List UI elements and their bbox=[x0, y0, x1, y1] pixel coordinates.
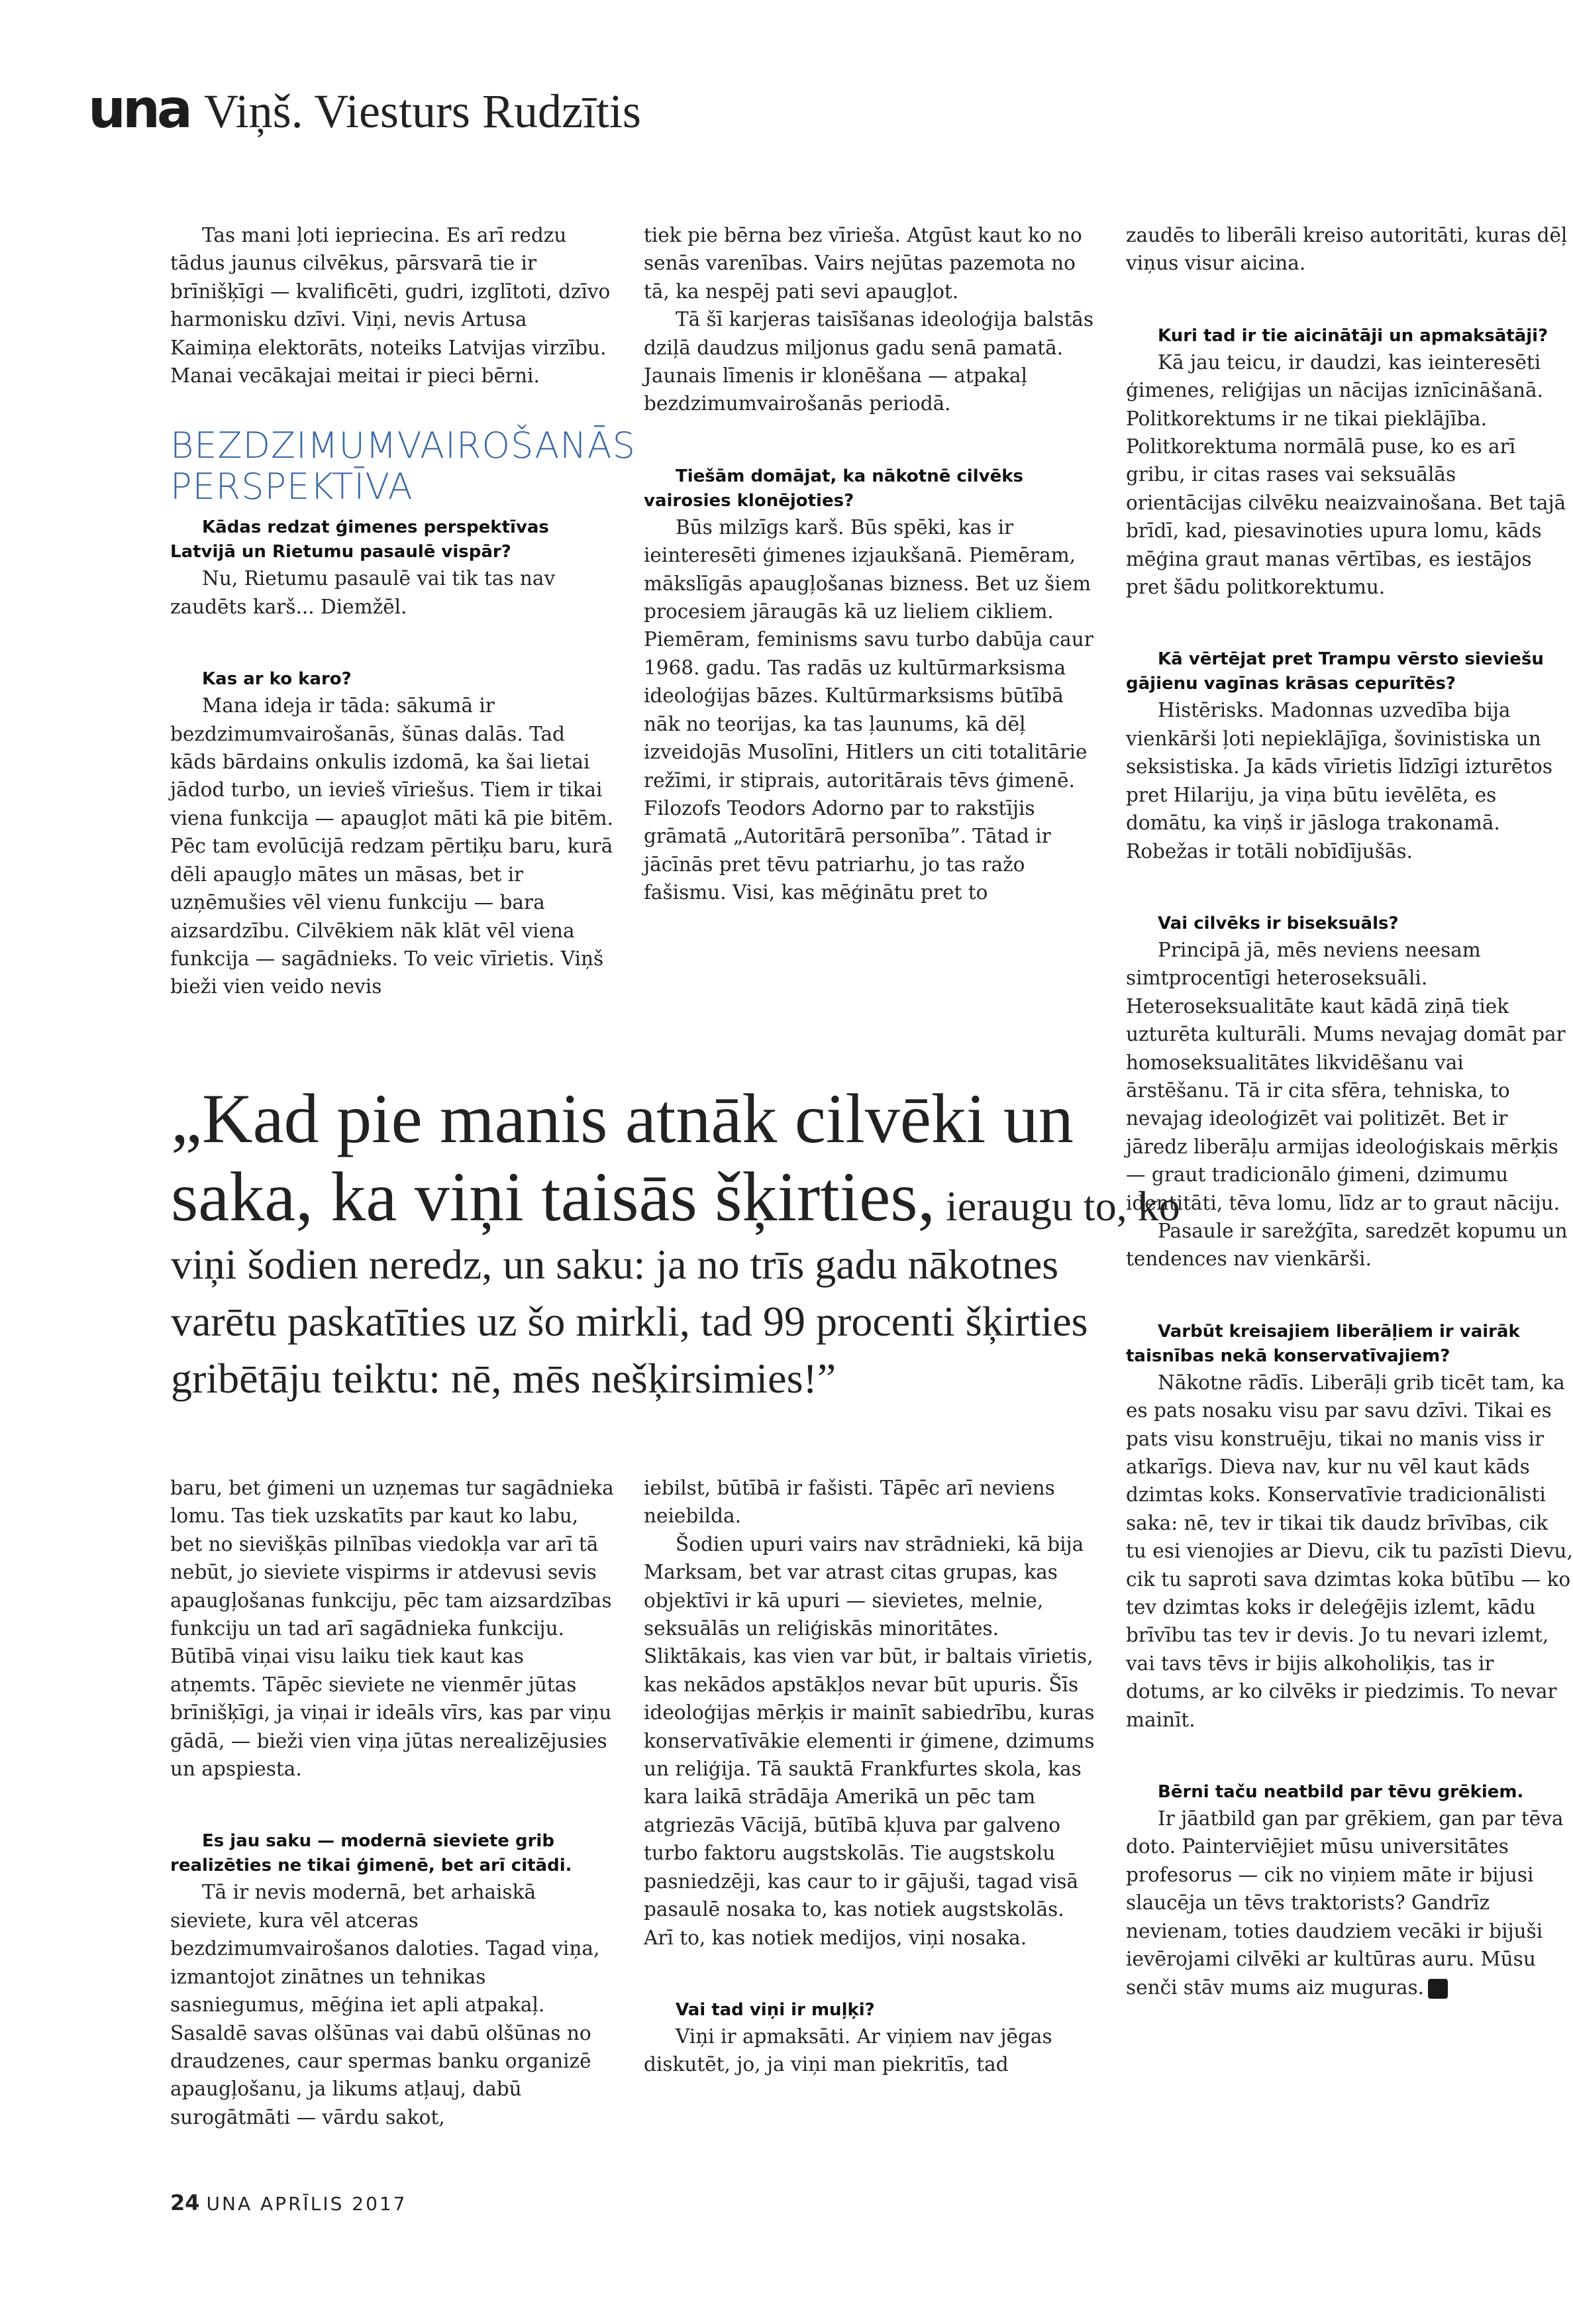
pull-quote-line bbox=[171, 1158, 1180, 1236]
column-2-bottom bbox=[644, 1474, 1097, 2079]
paragraph: Tas mani ļoti iepriecina. Es arī redzu tādus jaunus cilvēkus, pārsvarā tie ir brīnišķīgi — kvalificēti, gudri, izglītoti, dzīvo harmonisku dzīvi. Viņi, nevis Artusa Kaimiņa elektorāts, noteiks Latvijas virzību. Manai vecākajai meitai ir pieci bērni. bbox=[170, 224, 611, 388]
paragraph: tiek pie bērna bez vīrieša. Atgūst kaut ko no senās varenības. Vairs nejūtas pazemota no tā, ka nespēj pati sevi apaugļot. bbox=[644, 224, 1082, 303]
pull-quote-line: viņi šodien neredz, un saku: ja no trīs gadu nākotnes bbox=[171, 1241, 1059, 1288]
paragraph: Šodien upuri vairs nav strādnieki, kā bija Marksam, bet var atrast citas grupas, kas objektīvi ir kā upuri — sievietes, melnie, seksuālās un reliģiskās minoritātes. Sliktākais, kas vien var būt, ir baltais vīrietis, kas nekādos apstākļos nevar būt upuris. Šīs ideoloģijas mērķis ir mainīt sabiedrību, kuras konservatīvākie elementi ir ģimene, dzimums un reliģija. Tā sauktā Frankfurtes skola, kas kara laikā strādāja Amerikā un pēc tam atgriezās Vācijā, būtībā kļuva par galveno turbo faktoru augstskolās. Tie augstskolu pasniedzēji, kas caur to ir gājuši, tagad visā pasaulē nosaka to, kas notiek augstskolās. Arī to, kas notiek medijos, viņi nosaka. bbox=[644, 1532, 1095, 1949]
interview-answer: Pasaule ir sarežģīta, saredzēt kopumu un tendences nav vienkārši. bbox=[1126, 1219, 1568, 1271]
section-heading: BEZDZIMUMVAIROŠANĀS PERSPEKTĪVA bbox=[170, 425, 636, 508]
interview-question: Vai tad viņi ir muļķi? bbox=[676, 1999, 875, 2020]
pull-quote-small-text: ieraugu to, ko bbox=[935, 1183, 1180, 1230]
pull-quote-large-text: saka, ka viņi taisās šķirties, bbox=[171, 1158, 935, 1236]
interview-answer: Tā ir nevis modernā, bet arhaiskā sieviete, kura vēl atceras bezdzimumvairošanos daloties. Tagad viņa, izmantojot zinātnes un tehnikas sasniegumus, mēģina iet apli atpakaļ. Sasaldē savas olšūnas vai dabū olšūnas no draudzenes, caur spermas banku organizē apaugļošanu, ja likums atļauj, dabū surogātmāti — vārdu sakot, bbox=[170, 1881, 600, 2129]
pull-quote bbox=[171, 1080, 1180, 1407]
interview-answer: Kā jau teicu, ir daudzi, kas ieinteresēti ģimenes, reliģijas un nācijas iznīcināšanā. Politkorektums ir ne tikai pieklājība. Politkorektuma normālā puse, ko es arī gribu, ir citas rases vai seksuālās orientācijas cilvēku neaizvainošana. Bet tajā brīdī, kad, piesavinoties upura lomu, kāds mēģina graut manas vērtības, es iestājos pret šādu politkorektumu. bbox=[1126, 350, 1566, 599]
interview-question: Kas ar ko karo? bbox=[202, 669, 352, 690]
interview-answer: Nākotne rādīs. Liberāļi grib ticēt tam, ka es pats nosaku visu par savu dzīvi. Tikai es pats visu konstruēju, tikai no manis viss ir atkarīgs. Dieva nav, kur nu vēl kaut kāds dzimtas koks. Konservatīvie tradicionālisti saka: nē, tev ir tikai tik daudz brīvības, cik tu esi vienojies ar Dievu, cik tu pazīsti Dievu, cik tu saproti sava dzimtas koka būtību — ko tev dzimtas koks ir deleģējis izlemt, kādu brīvību tas tev ir devis. Jo tu nevari izlemt, vai tavs tēvs ir bijis alkoholiķis, tas ir dotums, ar ko cilvēks ir piedzimis. To nevar mainīt. bbox=[1126, 1371, 1573, 1731]
paragraph: iebilst, būtībā ir fašisti. Tāpēc arī neviens neiebilda. bbox=[644, 1477, 1055, 1528]
interview-question: Kuri tad ir tie aicinātāji un apmaksātāji? bbox=[1158, 325, 1548, 346]
pull-quote-line: gribētāju teiktu: nē, mēs nešķirsimies!” bbox=[171, 1355, 837, 1402]
running-head bbox=[88, 78, 641, 144]
column-1-bottom bbox=[170, 1474, 614, 2131]
paragraph: zaudēs to liberāli kreiso autoritāti, kuras dēļ viņus visur aicina. bbox=[1126, 224, 1568, 275]
interview-answer: Mana ideja ir tāda: sākumā ir bezdzimumvairošanās, šūnas dalās. Tad kāds bārdains onkulis izdomā, ka šai lietai jādod turbo, un ievieš vīriešus. Tiem ir tikai viena funkcija — apaugļot māti kā pie bitēm. Pēc tam evolūcijā redzam pērtiķu baru, kurā dēli apaugļo mātes un māsas, bet ir uzņēmušies vēl vienu funkciju — bara aizsardzību. Cilvēkiem nāk klāt vēl viena funkcija — sagādnieks. To veic vīrietis. Viņš bieži vien veido nevis bbox=[170, 694, 613, 998]
interview-question: Vai cilvēks ir biseksuāls? bbox=[1158, 913, 1399, 933]
issue-info: UNA APRĪLIS 2017 bbox=[206, 2193, 407, 2215]
interview-question: Kādas redzat ģimenes perspektīvas Latvijā un Rietumu pasaulē vispār? bbox=[170, 517, 549, 562]
paragraph: baru, bet ģimeni un uzņemas tur sagādnieka lomu. Tas tiek uzskatīts par kaut ko labu, bet no sievišķās pilnības viedokļa var arī tā nebūt, jo sieviete vispirms ir atdevusi sevis apaugļošanas funkciju, pēc tam aizsardzības funkciju un tad arī sagādnieka funkciju. Būtībā viņai visu laiku tiek kaut kas atņemts. Tāpēc sieviete ne vienmēr jūtas brīnišķīgi, ja viņai ir ideāls vīrs, kas par viņu gādā, — bieži vien viņa jūtas nerealizējusies un apspiesta. bbox=[170, 1477, 614, 1781]
magazine-logo: una bbox=[88, 78, 189, 140]
interview-question: Es jau saku — modernā sieviete grib realizēties ne tikai ģimenē, bet arī citādi. bbox=[170, 1831, 572, 1876]
interview-question: Varbūt kreisajiem liberāļiem ir vairāk taisnības nekā konservatīvajiem? bbox=[1126, 1321, 1520, 1366]
interview-answer: Viņi ir apmaksāti. Ar viņiem nav jēgas diskutēt, jo, ja viņi man piekritīs, tad bbox=[644, 2025, 1052, 2076]
interview-question: Tiešām domājat, ka nākotnē cilvēks vairosies klonējoties? bbox=[644, 466, 1023, 511]
page-footer bbox=[170, 2190, 407, 2215]
interview-question: Kā vērtējat pret Trampu vērsto sieviešu gājienu vagīnas krāsas cepurītēs? bbox=[1126, 649, 1544, 694]
column-1-top bbox=[170, 221, 636, 1001]
column-2-top bbox=[644, 221, 1097, 907]
interview-answer: Principā jā, mēs neviens neesam simtprocentīgi heteroseksuāli. Heteroseksualitāte kaut kādā ziņā tiek uzturēta kulturāli. Mums nevajag domāt par homoseksualitātes likvidēšanu vai ārstēšanu. Tā ir cita sfēra, tehniska, to nevajag ideoloģizēt vai politizēt. Bet ir jāredz liberāļu armijas ideoloģiskais mērķis — graut tradicionālo ģimeni, dzimumu identitāti, tēva lomu, līdz ar to graut nāciju. bbox=[1126, 938, 1566, 1214]
interview-answer: Histērisks. Madonnas uzvedība bija vienkārši ļoti nepieklājīga, šovinistiska un seksistiska. Ja kāds vīrietis līdzīgi izturētos pret Hilariju, ja viņa būtu ievēlēta, es domātu, ka viņš ir jāsloga trakonamā. Robežas ir totāli nobīdījušās. bbox=[1126, 699, 1552, 863]
interview-question: Bērni taču neatbild par tēvu grēkiem. bbox=[1158, 1782, 1524, 1803]
interview-answer: Būs milzīgs karš. Būs spēki, kas ir ieinteresēti ģimenes izjaukšanā. Piemēram, mākslīgās apaugļošanas bizness. Bet uz šiem procesiem jāraugās kā uz lieliem cikliem. Piemēram, feminisms savu turbo dabūja caur 1968. gadu. Tas radās uz kultūrmarksisma ideoloģijas bāzes. Kultūrmarksisms būtībā nāk no teorijas, ka tas ļaunums, kā dēļ izveidojās Musolīni, Hitlers un citi totalitārie režīmi, ir stiprais, autoritārais tēvs ģimenē. Filozofs Teodors Adorno par to rakstījis grāmatā „Autoritārā personība”. Tātad ir jācīnās pret tēvu patriarhu, jo tas ražo fašismu. Visi, kas mēģinātu pret to bbox=[644, 515, 1093, 904]
article-title: Viņš. Viesturs Rudzītis bbox=[203, 85, 641, 138]
paragraph: Tā šī karjeras taisīšanas ideoloģija balstās dziļā daudzus miljonus gadu senā pamatā. Jaunais līmenis ir klonēšana — atpakaļ bezdzimumvairošanās periodā. bbox=[644, 308, 1094, 415]
interview-answer: Nu, Rietumu pasaulē vai tik tas nav zaudēts karš... Diemžēl. bbox=[170, 567, 556, 618]
end-of-article-mark: U bbox=[1428, 1979, 1448, 1999]
answer-text: Ir jāatbild gan par grēkiem, gan par tēva doto. Painterviējiet mūsu universitātes profesorus — cik no viņiem māte ir bijusi slaucēja un tēvs traktorists? Gandrīz nevienam, toties daudziem vecāki ir bijuši ievērojami cilvēki ar kultūras auru. Mūsu senči stāv mums aiz muguras. bbox=[1126, 1807, 1564, 1999]
pull-quote-line: „Kad pie manis atnāk cilvēki un bbox=[171, 1080, 1074, 1157]
page-number: 24 bbox=[170, 2190, 200, 2215]
column-3 bbox=[1126, 221, 1573, 2001]
pull-quote-line: varētu paskatīties uz šo mirkli, tad 99 procenti šķirties bbox=[171, 1298, 1088, 1345]
interview-answer bbox=[1126, 1805, 1573, 2001]
